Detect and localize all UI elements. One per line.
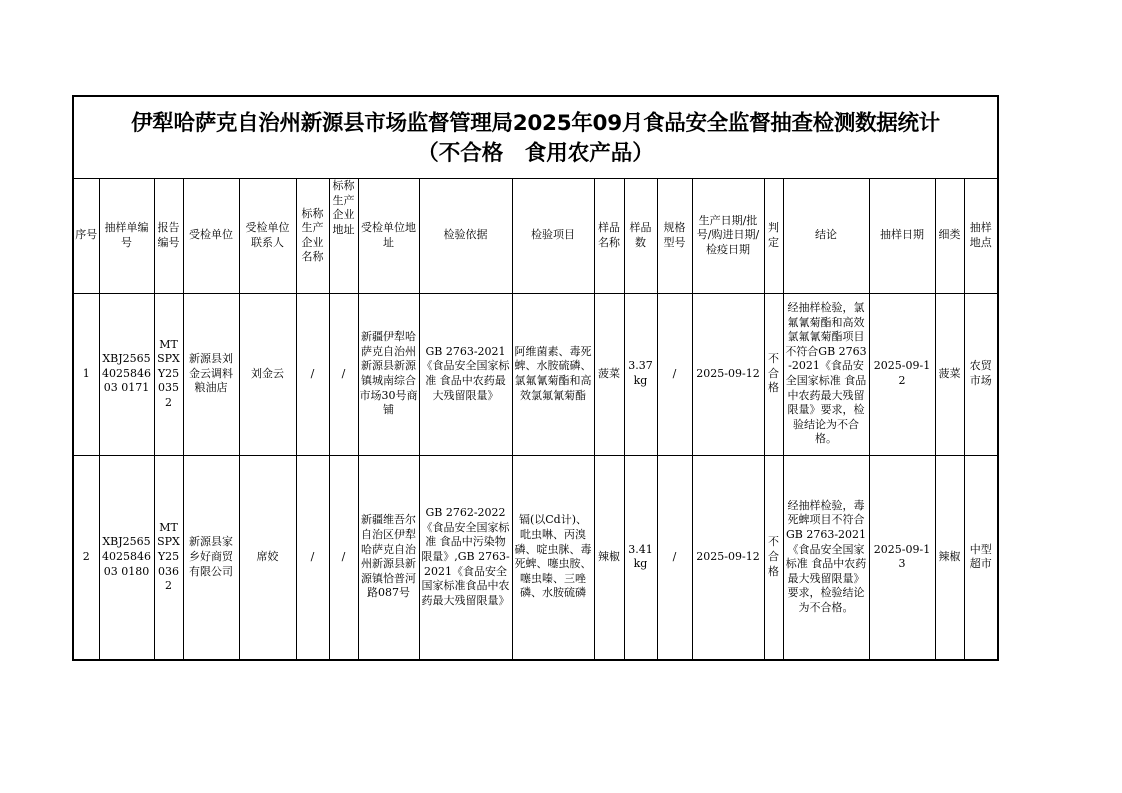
cell-report-no: MTSPXY250352 xyxy=(154,293,183,455)
col-header-date: 生产日期/批号/购进日期/检疫日期 xyxy=(692,179,764,293)
col-header-seq: 序号 xyxy=(74,179,99,293)
cell-items: 阿维菌素、毒死蜱、水胺硫磷、氯氟氰菊酯和高效氯氟氰菊酯 xyxy=(512,293,594,455)
cell-basis: GB 2763-2021《食品安全国家标准 食品中农药最大残留限量》 xyxy=(419,293,512,455)
results-table xyxy=(74,179,997,659)
cell-seq: 1 xyxy=(74,293,99,455)
title-line-2: （不合格 食用农产品） xyxy=(417,141,654,166)
cell-mfr-name: / xyxy=(296,455,329,659)
cell-location: 农贸市场 xyxy=(964,293,997,455)
col-header-qty: 样品数 xyxy=(624,179,657,293)
cell-conclusion: 经抽样检验，毒死蜱项目不符合GB 2763-2021《食品安全国家标准 食品中农药最大残留限量》要求，检验结论为不合格。 xyxy=(783,455,869,659)
cell-location: 中型超市 xyxy=(964,455,997,659)
cell-items: 镉(以Cd计)、吡虫啉、丙溴磷、啶虫脒、毒死蜱、噻虫胺、噻虫嗪、三唑磷、水胺硫磷 xyxy=(512,455,594,659)
col-header-category: 细类 xyxy=(935,179,964,293)
report-title xyxy=(74,97,997,179)
cell-date: 2025-09-12 xyxy=(692,455,764,659)
cell-mfr-addr: / xyxy=(329,455,358,659)
col-header-unit-addr: 受检单位地址 xyxy=(358,179,419,293)
title-line-1: 伊犁哈萨克自治州新源县市场监督管理局2025年09月食品安全监督抽查检测数据统计 xyxy=(131,111,940,136)
cell-category: 菠菜 xyxy=(935,293,964,455)
cell-spec: / xyxy=(657,293,692,455)
col-header-verdict: 判定 xyxy=(764,179,783,293)
cell-sample-name: 辣椒 xyxy=(594,455,624,659)
cell-unit-addr: 新疆维吾尔自治区伊犁哈萨克自治州新源县新源镇恰普河路087号 xyxy=(358,455,419,659)
col-header-report-no: 报告编号 xyxy=(154,179,183,293)
cell-qty: 3.41 kg xyxy=(624,455,657,659)
cell-contact: 刘金云 xyxy=(239,293,296,455)
col-header-mfr-addr: 标称生产企业地址 xyxy=(329,179,358,293)
cell-conclusion: 经抽样检验，氯氟氰菊酯和高效氯氟氰菊酯项目不符合GB 2763-2021《食品安全国家标准 食品中农药最大残留限量》要求，检验结论为不合格。 xyxy=(783,293,869,455)
cell-unit: 新源县刘金云调料粮油店 xyxy=(183,293,239,455)
cell-report-no: MTSPXY250362 xyxy=(154,455,183,659)
table-row xyxy=(74,293,997,455)
cell-basis: GB 2762-2022《食品安全国家标准 食品中污染物限量》,GB 2763-2021《食品安全国家标准食品中农药最大残留限量》 xyxy=(419,455,512,659)
col-header-sample-name: 样品名称 xyxy=(594,179,624,293)
col-header-location: 抽样地点 xyxy=(964,179,997,293)
cell-contact: 席姣 xyxy=(239,455,296,659)
cell-sample-name: 菠菜 xyxy=(594,293,624,455)
col-header-contact: 受检单位联系人 xyxy=(239,179,296,293)
cell-verdict: 不合格 xyxy=(764,455,783,659)
cell-sample-date: 2025-09-13 xyxy=(869,455,935,659)
cell-verdict: 不合格 xyxy=(764,293,783,455)
col-header-items: 检验项目 xyxy=(512,179,594,293)
cell-unit: 新源县家乡好商贸有限公司 xyxy=(183,455,239,659)
cell-mfr-addr: / xyxy=(329,293,358,455)
cell-seq: 2 xyxy=(74,455,99,659)
cell-category: 辣椒 xyxy=(935,455,964,659)
col-header-sample-no: 抽样单编号 xyxy=(99,179,154,293)
cell-sample-no: XBJ2565402584603 0171 xyxy=(99,293,154,455)
cell-sample-no: XBJ2565402584603 0180 xyxy=(99,455,154,659)
cell-date: 2025-09-12 xyxy=(692,293,764,455)
table-row xyxy=(74,455,997,659)
col-header-spec: 规格型号 xyxy=(657,179,692,293)
cell-spec: / xyxy=(657,455,692,659)
col-header-mfr-name: 标称生产企业名称 xyxy=(296,179,329,293)
report-sheet xyxy=(72,95,999,661)
col-header-conclusion: 结论 xyxy=(783,179,869,293)
cell-mfr-name: / xyxy=(296,293,329,455)
cell-sample-date: 2025-09-12 xyxy=(869,293,935,455)
col-header-unit: 受检单位 xyxy=(183,179,239,293)
col-header-sample-date: 抽样日期 xyxy=(869,179,935,293)
cell-qty: 3.37 kg xyxy=(624,293,657,455)
col-header-basis: 检验依据 xyxy=(419,179,512,293)
cell-unit-addr: 新疆伊犁哈萨克自治州新源县新源镇城南综合市场30号商铺 xyxy=(358,293,419,455)
header-row xyxy=(74,179,997,293)
